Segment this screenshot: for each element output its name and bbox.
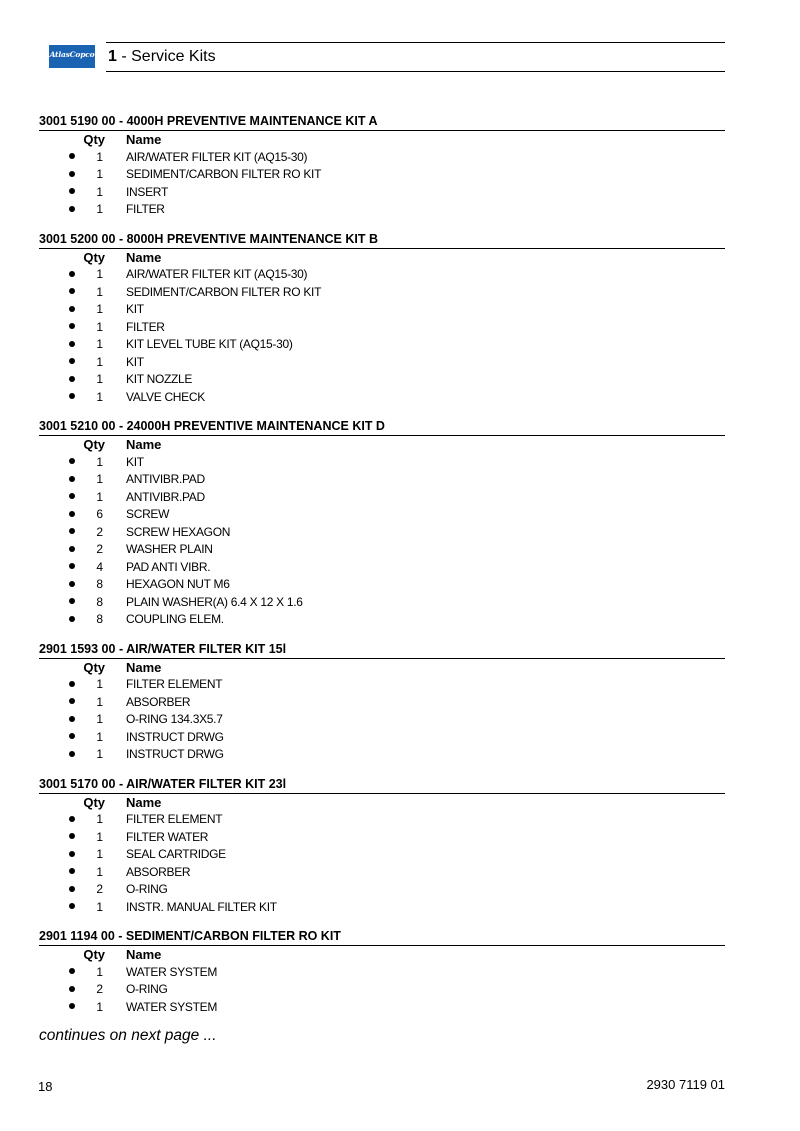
column-header-row bbox=[39, 659, 725, 677]
kit-section bbox=[39, 928, 725, 1016]
item-qty: 1 bbox=[96, 149, 103, 164]
bullet-icon bbox=[39, 506, 71, 524]
item-qty: 1 bbox=[96, 167, 103, 181]
logo-text: AtlasCopco bbox=[49, 50, 95, 59]
bullet-icon bbox=[39, 184, 71, 202]
bullet-icon bbox=[39, 319, 71, 337]
bullet-icon bbox=[39, 201, 71, 219]
kit-item-row bbox=[39, 611, 725, 629]
kit-item-row bbox=[39, 999, 725, 1017]
item-qty: 1 bbox=[96, 747, 103, 761]
kit-item-row bbox=[39, 811, 725, 829]
item-name: ABSORBER bbox=[126, 864, 191, 879]
item-qty: 2 bbox=[96, 882, 103, 896]
bullet-icon bbox=[39, 729, 71, 747]
kit-item-row bbox=[39, 336, 725, 354]
item-name: WATER SYSTEM bbox=[126, 964, 218, 979]
qty-header: Qty bbox=[83, 437, 105, 452]
bullet-icon bbox=[39, 166, 71, 184]
item-qty: 1 bbox=[96, 712, 103, 726]
page-number: 18 bbox=[38, 1079, 53, 1094]
bullet-icon bbox=[39, 454, 71, 472]
item-name: ANTIVIBR.PAD bbox=[126, 472, 205, 486]
kit-item-row bbox=[39, 489, 725, 507]
kit-item-row bbox=[39, 471, 725, 489]
qty-header: Qty bbox=[83, 794, 105, 810]
column-header-row bbox=[39, 131, 725, 149]
kit-item-row bbox=[39, 594, 725, 612]
kit-item-row bbox=[39, 371, 725, 389]
item-qty: 1 bbox=[96, 489, 103, 504]
continues-note: continues on next page ... bbox=[39, 1027, 217, 1044]
bullet-icon bbox=[39, 524, 71, 542]
item-name: O-RING bbox=[126, 882, 168, 896]
bullet-icon bbox=[39, 829, 71, 847]
bullet-icon bbox=[39, 981, 71, 999]
item-qty: 1 bbox=[96, 694, 103, 709]
item-name: AIR/WATER FILTER KIT (AQ15-30) bbox=[126, 267, 308, 281]
kit-item-row bbox=[39, 454, 725, 472]
kit-section bbox=[39, 641, 725, 764]
item-qty: 8 bbox=[96, 577, 103, 591]
item-qty: 1 bbox=[96, 337, 103, 351]
kit-item-row bbox=[39, 746, 725, 764]
bullet-icon bbox=[39, 354, 71, 372]
kit-item-row bbox=[39, 354, 725, 372]
kit-item-row bbox=[39, 266, 725, 284]
bullet-icon bbox=[39, 999, 71, 1017]
bullet-icon bbox=[39, 489, 71, 507]
item-name: FILTER bbox=[126, 319, 165, 334]
bullet-icon bbox=[39, 594, 71, 612]
kit-section bbox=[39, 231, 725, 407]
bullet-icon bbox=[39, 964, 71, 982]
item-qty: 2 bbox=[96, 982, 103, 996]
item-name: INSERT bbox=[126, 184, 168, 199]
kit-title: 3001 5210 00 - 24000H PREVENTIVE MAINTENANCE KIT D bbox=[39, 418, 725, 436]
qty-header: Qty bbox=[83, 249, 105, 265]
kit-item-row bbox=[39, 319, 725, 337]
item-qty: 1 bbox=[96, 284, 103, 299]
item-qty: 1 bbox=[96, 864, 103, 879]
name-header: Name bbox=[126, 794, 162, 810]
atlas-copco-logo bbox=[49, 45, 95, 68]
item-qty: 1 bbox=[96, 829, 103, 844]
kit-item-row bbox=[39, 846, 725, 864]
bullet-icon bbox=[39, 864, 71, 882]
bullet-icon bbox=[39, 301, 71, 319]
item-qty: 1 bbox=[96, 964, 103, 979]
item-name: FILTER bbox=[126, 202, 165, 216]
kit-item-row bbox=[39, 881, 725, 899]
column-header-row bbox=[39, 436, 725, 454]
item-name: O-RING 134.3X5.7 bbox=[126, 712, 223, 726]
qty-header: Qty bbox=[83, 132, 105, 147]
item-qty: 1 bbox=[96, 999, 103, 1014]
kit-title: 2901 1194 00 - SEDIMENT/CARBON FILTER RO KIT bbox=[39, 928, 725, 946]
section-title bbox=[108, 48, 216, 66]
item-name: KIT bbox=[126, 354, 144, 369]
page-header bbox=[49, 42, 725, 74]
bullet-icon bbox=[39, 149, 71, 167]
item-qty: 1 bbox=[96, 372, 103, 386]
item-name: ABSORBER bbox=[126, 694, 191, 709]
section-number: 1 bbox=[108, 48, 117, 65]
name-header: Name bbox=[126, 249, 162, 265]
bullet-icon bbox=[39, 336, 71, 354]
item-name: KIT bbox=[126, 302, 144, 316]
bullet-icon bbox=[39, 846, 71, 864]
bullet-icon bbox=[39, 676, 71, 694]
column-header-row bbox=[39, 946, 725, 964]
bullet-icon bbox=[39, 541, 71, 559]
item-qty: 1 bbox=[96, 472, 103, 486]
document-number: 2930 7119 01 bbox=[646, 1077, 725, 1092]
bullet-icon bbox=[39, 711, 71, 729]
name-header: Name bbox=[126, 947, 162, 962]
kit-item-row bbox=[39, 981, 725, 999]
item-name: INSTR. MANUAL FILTER KIT bbox=[126, 899, 277, 914]
kit-item-row bbox=[39, 524, 725, 542]
item-name: SCREW HEXAGON bbox=[126, 524, 231, 539]
kit-title: 2901 1593 00 - AIR/WATER FILTER KIT 15l bbox=[39, 641, 725, 659]
kit-item-row bbox=[39, 149, 725, 167]
item-name: PAD ANTI VIBR. bbox=[126, 559, 211, 574]
bullet-icon bbox=[39, 471, 71, 489]
item-name: SEDIMENT/CARBON FILTER RO KIT bbox=[126, 167, 322, 181]
qty-header: Qty bbox=[83, 947, 105, 962]
name-header: Name bbox=[126, 437, 162, 452]
item-name: KIT bbox=[126, 454, 144, 469]
kit-section bbox=[39, 113, 725, 219]
item-name: PLAIN WASHER(A) 6.4 X 12 X 1.6 bbox=[126, 594, 303, 609]
qty-header: Qty bbox=[83, 659, 105, 675]
bullet-icon bbox=[39, 881, 71, 899]
kit-item-row bbox=[39, 389, 725, 407]
item-name: KIT LEVEL TUBE KIT (AQ15-30) bbox=[126, 337, 293, 351]
kit-title: 3001 5200 00 - 8000H PREVENTIVE MAINTENANCE KIT B bbox=[39, 231, 725, 249]
kit-item-row bbox=[39, 284, 725, 302]
item-qty: 1 bbox=[96, 677, 103, 691]
item-qty: 1 bbox=[96, 302, 103, 316]
item-qty: 1 bbox=[96, 847, 103, 861]
kit-item-row bbox=[39, 559, 725, 577]
kit-item-row bbox=[39, 184, 725, 202]
item-name: AIR/WATER FILTER KIT (AQ15-30) bbox=[126, 149, 308, 164]
bullet-icon bbox=[39, 694, 71, 712]
bullet-icon bbox=[39, 576, 71, 594]
bullet-icon bbox=[39, 284, 71, 302]
item-qty: 2 bbox=[96, 542, 103, 556]
item-name: HEXAGON NUT M6 bbox=[126, 577, 230, 591]
item-name: WASHER PLAIN bbox=[126, 542, 213, 556]
item-qty: 2 bbox=[96, 524, 103, 539]
kit-item-row bbox=[39, 899, 725, 917]
kit-item-row bbox=[39, 166, 725, 184]
kit-item-row bbox=[39, 729, 725, 747]
kit-item-row bbox=[39, 864, 725, 882]
item-qty: 6 bbox=[96, 507, 103, 521]
item-qty: 8 bbox=[96, 594, 103, 609]
kit-item-row bbox=[39, 541, 725, 559]
item-qty: 1 bbox=[96, 267, 103, 281]
item-name: WATER SYSTEM bbox=[126, 999, 218, 1014]
bullet-icon bbox=[39, 559, 71, 577]
item-name: INSTRUCT DRWG bbox=[126, 729, 224, 744]
kit-item-row bbox=[39, 576, 725, 594]
bullet-icon bbox=[39, 811, 71, 829]
name-header: Name bbox=[126, 659, 162, 675]
kit-section bbox=[39, 418, 725, 629]
item-qty: 8 bbox=[96, 612, 103, 626]
kit-item-row bbox=[39, 676, 725, 694]
item-qty: 1 bbox=[96, 454, 103, 469]
item-name: FILTER WATER bbox=[126, 829, 209, 844]
header-rule-bottom bbox=[106, 71, 725, 72]
kit-item-row bbox=[39, 506, 725, 524]
item-qty: 1 bbox=[96, 354, 103, 369]
kit-title: 3001 5170 00 - AIR/WATER FILTER KIT 23l bbox=[39, 776, 725, 794]
bullet-icon bbox=[39, 371, 71, 389]
section-title-text: - Service Kits bbox=[116, 48, 216, 65]
item-name: VALVE CHECK bbox=[126, 389, 205, 404]
item-qty: 1 bbox=[96, 319, 103, 334]
kit-item-row bbox=[39, 829, 725, 847]
bullet-icon bbox=[39, 389, 71, 407]
item-name: SEAL CARTRIDGE bbox=[126, 847, 226, 861]
kit-item-row bbox=[39, 694, 725, 712]
bullet-icon bbox=[39, 899, 71, 917]
item-name: COUPLING ELEM. bbox=[126, 612, 224, 626]
kit-item-row bbox=[39, 964, 725, 982]
item-qty: 1 bbox=[96, 184, 103, 199]
item-name: O-RING bbox=[126, 982, 168, 996]
bullet-icon bbox=[39, 611, 71, 629]
kit-item-row bbox=[39, 711, 725, 729]
item-qty: 4 bbox=[96, 559, 103, 574]
column-header-row bbox=[39, 249, 725, 267]
item-name: KIT NOZZLE bbox=[126, 372, 193, 386]
item-qty: 1 bbox=[96, 729, 103, 744]
kit-list bbox=[39, 113, 725, 1028]
item-name: INSTRUCT DRWG bbox=[126, 747, 224, 761]
item-name: FILTER ELEMENT bbox=[126, 677, 223, 691]
item-qty: 1 bbox=[96, 812, 103, 826]
bullet-icon bbox=[39, 746, 71, 764]
item-name: SEDIMENT/CARBON FILTER RO KIT bbox=[126, 284, 322, 299]
item-qty: 1 bbox=[96, 389, 103, 404]
item-qty: 1 bbox=[96, 899, 103, 914]
column-header-row bbox=[39, 794, 725, 812]
kit-item-row bbox=[39, 201, 725, 219]
item-name: ANTIVIBR.PAD bbox=[126, 489, 205, 504]
kit-title: 3001 5190 00 - 4000H PREVENTIVE MAINTENANCE KIT A bbox=[39, 113, 725, 131]
item-name: FILTER ELEMENT bbox=[126, 812, 223, 826]
kit-section bbox=[39, 776, 725, 917]
item-name: SCREW bbox=[126, 507, 170, 521]
kit-item-row bbox=[39, 301, 725, 319]
bullet-icon bbox=[39, 266, 71, 284]
header-rule-top bbox=[106, 42, 725, 43]
item-qty: 1 bbox=[96, 202, 103, 216]
name-header: Name bbox=[126, 132, 162, 147]
